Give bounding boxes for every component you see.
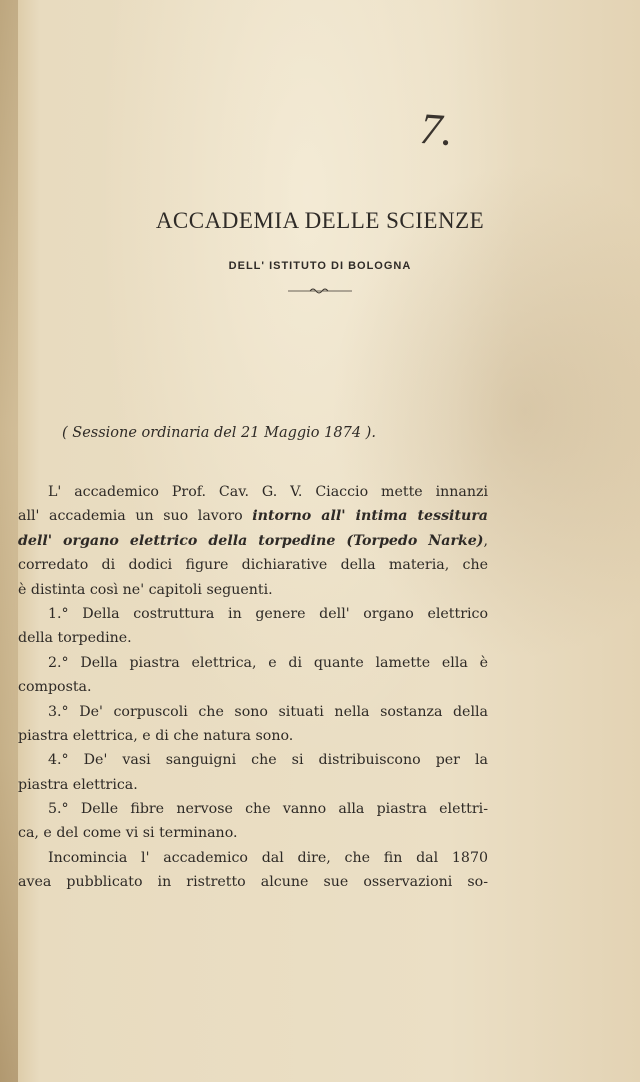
italic-text: dell' organo elettrico della torpedine (Torpedo Narke) bbox=[18, 532, 484, 549]
italic-text: intorno all' intima tessitura bbox=[252, 508, 488, 525]
text-line bbox=[18, 553, 488, 577]
body-text bbox=[18, 480, 488, 895]
binding-edge bbox=[0, 0, 18, 1082]
text-line bbox=[18, 602, 488, 626]
text-line bbox=[18, 821, 488, 845]
text-span: 2.° Della piastra elettrica, e di quante lamette ella è bbox=[48, 654, 488, 671]
text-span: 3.° De' corpuscoli che sono situati nella sostanza della bbox=[48, 703, 488, 720]
text-line bbox=[18, 870, 488, 894]
text-line bbox=[18, 724, 488, 748]
text-span: piastra elettrica, e di che natura sono. bbox=[18, 727, 294, 744]
text-span: avea pubblicato in ristretto alcune sue osservazioni so- bbox=[18, 874, 488, 891]
text-line bbox=[18, 748, 488, 772]
text-span: piastra elettrica. bbox=[18, 776, 138, 793]
text-span: Incomincia l' accademico dal dire, che fin dal 1870 bbox=[48, 849, 488, 866]
text-span: all' accademia un suo lavoro bbox=[18, 508, 253, 525]
ornament-rule bbox=[288, 287, 352, 295]
page-title: ACCADEMIA DELLE SCIENZE bbox=[155, 208, 485, 233]
text-line bbox=[18, 797, 488, 821]
text-span: 4.° De' vasi sanguigni che si distribuiscono per la bbox=[48, 752, 488, 769]
text-line bbox=[18, 773, 488, 797]
text-span: L' accademico Prof. Cav. G. V. Ciaccio mette innanzi bbox=[48, 484, 488, 500]
text-span: è distinta così ne' capitoli seguenti. bbox=[18, 581, 273, 598]
text-line bbox=[18, 846, 488, 870]
text-line bbox=[18, 504, 488, 528]
text-line bbox=[18, 700, 488, 724]
text-span: 5.° Delle fibre nervose che vanno alla piastra elettri- bbox=[48, 801, 488, 818]
text-span: corredato di dodici figure dichiarative della materia, che bbox=[18, 557, 488, 574]
text-span: della torpedine. bbox=[18, 630, 132, 647]
text-line bbox=[18, 651, 488, 675]
text-span: , bbox=[483, 532, 488, 549]
session-heading: ( Sessione ordinaria del 21 Maggio 1874 ). bbox=[62, 425, 376, 441]
page-subtitle: DELL' ISTITUTO DI BOLOGNA bbox=[228, 260, 412, 272]
text-line bbox=[18, 578, 488, 602]
text-line bbox=[18, 480, 488, 504]
text-line bbox=[18, 675, 488, 699]
text-line bbox=[18, 529, 488, 553]
text-line bbox=[18, 626, 488, 650]
library-stamp bbox=[379, 126, 552, 179]
text-span: composta. bbox=[18, 679, 92, 696]
text-span: 1.° Della costruttura in genere dell' organo elettrico bbox=[48, 605, 488, 622]
handwritten-shelfmark: 7. bbox=[418, 103, 455, 156]
text-span: ca, e del come vi si terminano. bbox=[18, 825, 238, 842]
